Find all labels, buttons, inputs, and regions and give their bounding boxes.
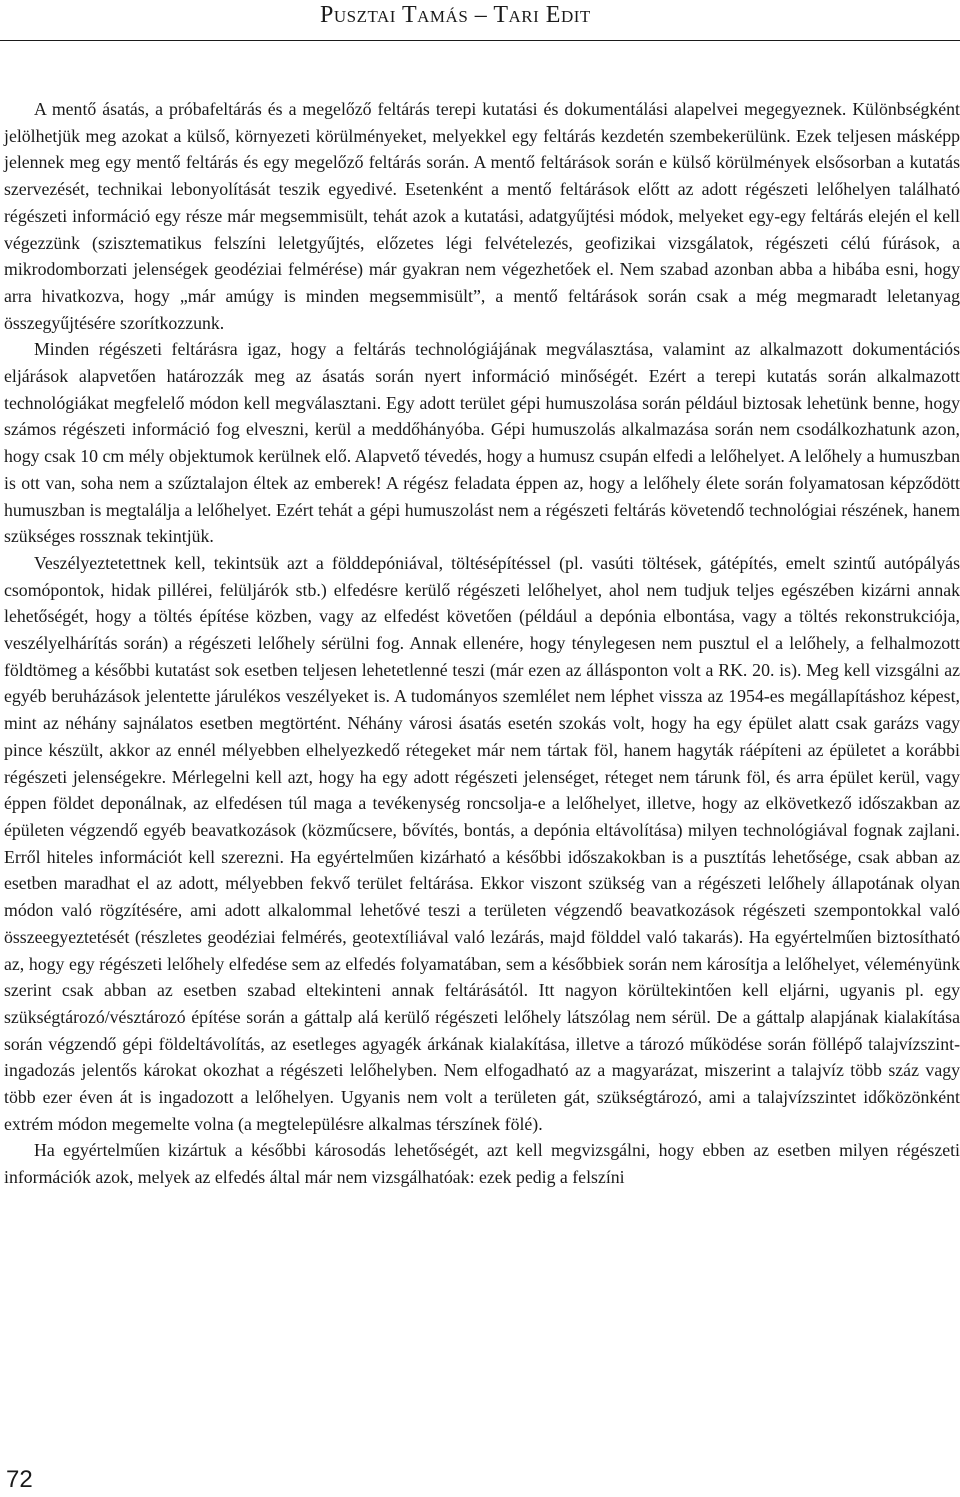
paragraph: A mentő ásatás, a próbafeltárás és a megelőző feltárás terepi kutatási és dokumentálási alapelvei megegyeznek. Különbségként jelölhetjük meg azokat a külső, környezeti körülményeket, melyekkel egy feltárás kezdetén szembekerülünk. Ezek teljesen másképp jelennek meg egy mentő feltárás és egy megelőző feltárás során. A mentő feltárások során e külső körülmények elsősorban a kutatás szervezését, technikai lebonyolítását teszik egyedivé. Esetenként a mentő feltárások előtt az adott régészeti lelőhelyen található régészeti információ egy része már megsemmisült, tehát azok a kutatási, adatgyűjtési módok, melyeket egy-egy feltárás elején el kell végezzünk (szisztematikus felszíni leletgyűjtés, előzetes légi felvételezés, geofizikai vizsgálatok, régészeti célú fúrások, a mikrodomborzati jelenségek geodéziai felmérése) már gyakran nem végezhetőek el. Nem szabad azonban abba a hibába esni, hogy arra hivatkozva, hogy „már amúgy is minden megsemmisült”, a mentő feltárások során csak a még megmaradt leletanyag összegyűjtésére szorítkozzunk. — [4, 99, 960, 333]
paragraph: Veszélyeztetettnek kell, tekintsük azt a földdepóniával, töltésépítéssel (pl. vasúti töltések, gátépítés, emelt szintű autópályás csomópontok, hidak pillérei, felüljárók stb.) elfedésre kerülő régészeti lelőhelyet, ahol nem tudjuk teljes egészében kizárni annak lehetőségét, hogy a töltés építése közben, vagy az elfedést követően (például a depónia elbontása, vagy a töltés rekonstrukciója, veszélyelhárítás során) a régészeti lelőhely sérülni fog. Annak ellenére, hogy ténylegesen nem pusztul el a lelőhely, a felhalmozott földtömeg a későbbi kutatást sok esetben teljesen lehetetlenné teszi (már ezen az állásponton volt a RK. 20. is). Meg kell vizsgálni az egyéb beruházások jelentette járulékos veszélyeket is. A tudományos szemlélet nem léphet vissza az 1954-es megállapításhoz képest, mint az néhány sajnálatos esetben megtörtént. Néhány városi ásatás esetén szokás volt, hogy ha egy épület alatt csak garázs vagy pince készült, akkor az ennél mélyebben elhelyezkedő rétegeket már nem tártak föl, hanem hagyták ráépíteni az épületet a korábbi régészeti jelenségekre. Mérlegelni kell azt, hogy ha egy adott régészeti jelenséget, réteget nem tárunk föl, és arra épület kerül, vagy éppen földet deponálnak, az elfedésen túl maga a tevékenység roncsolja-e a lelőhelyet, illetve, hogy az elkövetkező időszakban az épületen végzendő egyéb beavatkozások (közműcsere, bővítés, bontás, a depónia eltávolítása) milyen technológiával fognak zajlani. Erről hiteles információt kell szerezni. Ha egyértelműen kizárható a későbbi időszakokban is a pusztítás lehetősége, csak abban az esetben maradhat el az adott, mélyebben fekvő terület feltárása. Ekkor viszont szükség van a régészeti lelőhely állapotának olyan módon való rögzítésére, ami adott alkalommal lehetővé teszi a területen végzendő beavatkozások régészeti szempontokkal való összeegyeztetését (részletes geodéziai felmérés, geotextíliával való lezárás, majd földdel való takarás). Ha egyértelműen biztosítható az, hogy egy régészeti lelőhely elfedése sem az elfedés folyamatában, sem a későbbiek során nem károsítja a lelőhelyet, véleményünk szerint csak abban az esetben szabad eltekinteni annak feltárásától. Itt nagyon körültekintően kell eljárni, ugyanis pl. egy szükségtározó/vésztározó építése során a gáttalp alá kerülő régészeti lelőhely látszólag nem sérül. De a gáttalp alapjának kialakítása során végzendő gépi földeltávolítás, az esetleges agyagék árkának kialakítása, illetve a tározó működése során föllépő talajvízszint-ingadozás jelentős károkat okozhat a régészeti lelőhelyben. Nem elfogadható az a magyarázat, miszerint a talajvíz több száz vagy több ezer éven át is ingadozott a lelőhelyen. Ugyanis nem volt a területen gát, szükségtározó, ami a talajvízszintet időközönként extrém módon megemelte volna (a megtelepülésre alkalmas térszínek fölé). — [4, 552, 960, 1134]
page-number: 72 — [6, 1466, 33, 1493]
running-title: Pusztai Tamás – Tari Edit — [320, 2, 591, 28]
paragraph: Ha egyértelműen kizártuk a későbbi károsodás lehetőségét, azt kell megvizsgálni, hogy ebben az esetben milyen régészeti információk azok, melyek az elfedés által már nem vizsgálhatóak: ezek pedig a felszíni — [4, 1140, 960, 1188]
paragraph: Minden régészeti feltárásra igaz, hogy a feltárás technológiájának megválasztása, valamint az alkalmazott dokumentációs eljárások alapvetően határozzák meg az ásatás során nyert információ minőségét. Ezért a terepi kutatás során alkalmazott technológiákat megfelelő módon kell megválasztani. Egy adott terület gépi humuszolása során például biztosak lehetünk benne, hogy számos régészeti információ fog elveszni, kerül a meddőhányóba. Gépi humuszolás alkalmazása során nem csodálkozhatunk azon, hogy csak 10 cm mély objektumok kerülnek elő. Alapvető tévedés, hogy a humusz csupán elfedi a lelőhelyet. A lelőhely a humuszban is ott van, soha nem a szűztalajon éltek az emberek! A régész feladata éppen az, hogy a lelőhely élete során folyamatosan képződött humuszban is megtalálja a lelőhelyet. Ezért tehát a gépi humuszolást nem a régészeti feltárás követendő technológiai részének, hanem szükséges rossznak tekintjük. — [4, 339, 960, 547]
header-rule — [0, 40, 960, 41]
body-text — [4, 96, 960, 1191]
